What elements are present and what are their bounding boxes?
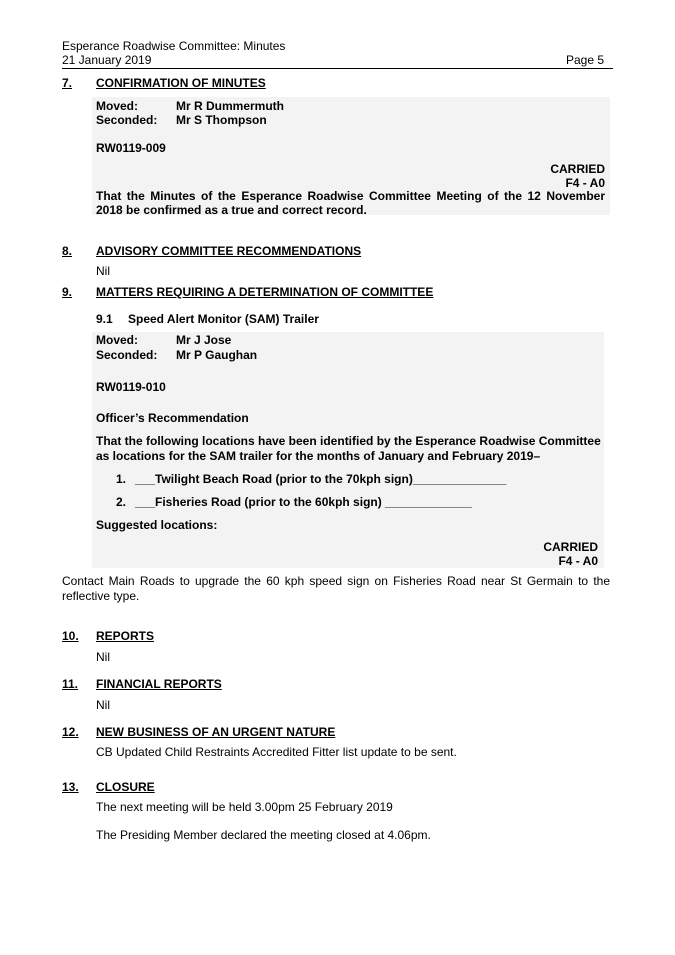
section-13-title: CLOSURE — [96, 780, 155, 794]
section-13-body-2: The Presiding Member declared the meeting closed at 4.06pm. — [96, 828, 431, 842]
suggested-locations: Suggested locations: — [96, 518, 218, 532]
moved-value-7: Mr R Dummermuth — [176, 99, 285, 113]
vote-count-7: F4 - A0 — [565, 176, 605, 190]
carried-label-7: CARRIED — [550, 162, 605, 176]
section-9-number: 9. — [62, 285, 73, 299]
header-rule — [62, 68, 613, 69]
recommendation-line-2: as locations for the SAM trailer for the months of January and February 2019– — [96, 449, 541, 463]
section-10-body: Nil — [96, 650, 110, 664]
section-13-number: 13. — [62, 780, 79, 794]
recommendation-line-1: That the following locations have been identified by the Esperance Roadwise Committee — [96, 434, 601, 448]
list-item-number-2: 2. — [116, 495, 127, 509]
section-7-number: 7. — [62, 76, 73, 90]
section-11-number: 11. — [62, 677, 79, 691]
carried-label-9: CARRIED — [543, 540, 598, 554]
seconded-label-9: Seconded: — [96, 348, 158, 362]
document-title: Esperance Roadwise Committee: Minutes — [62, 39, 286, 53]
section-11-title: FINANCIAL REPORTS — [96, 677, 222, 691]
section-13-body-1: The next meeting will be held 3.00pm 25 February 2019 — [96, 800, 393, 814]
seconded-value-7: Mr S Thompson — [176, 113, 267, 127]
moved-value-9: Mr J Jose — [176, 333, 232, 347]
vote-count-9: F4 - A0 — [558, 554, 598, 568]
section-10-number: 10. — [62, 629, 79, 643]
subsection-title: Speed Alert Monitor (SAM) Trailer — [128, 312, 319, 326]
moved-label-9: Moved: — [96, 333, 138, 347]
section-11-body: Nil — [96, 698, 110, 712]
meeting-date: 21 January 2019 — [62, 53, 152, 67]
section-8-title: ADVISORY COMMITTEE RECOMMENDATIONS — [96, 244, 362, 258]
section-7-title: CONFIRMATION OF MINUTES — [96, 76, 266, 90]
seconded-value-9: Mr P Gaughan — [176, 348, 258, 362]
list-item-number-1: 1. — [116, 472, 127, 486]
section-9-title: MATTERS REQUIRING A DETERMINATION OF COMMITTEE — [96, 285, 434, 299]
section-12-number: 12. — [62, 725, 79, 739]
page-number: Page 5 — [566, 53, 605, 67]
resolution-ref-9: RW0119-010 — [96, 380, 166, 394]
subsection-number: 9.1 — [96, 312, 113, 326]
resolution-ref-7: RW0119-009 — [96, 141, 166, 155]
resolution-text-7: That the Minutes of the Esperance Roadwise Committee Meeting of the 12 November 2018 be confirmed as a true and correct record. — [96, 189, 605, 217]
recommendation-heading: Officer’s Recommendation — [96, 411, 249, 425]
section-12-title: NEW BUSINESS OF AN URGENT NATURE — [96, 725, 336, 739]
section-10-title: REPORTS — [96, 629, 155, 643]
section-8-number: 8. — [62, 244, 73, 258]
list-item-2: ___Fisheries Road (prior to the 60kph sign) _____________ — [135, 495, 472, 509]
section-8-body: Nil — [96, 264, 110, 278]
section-12-body: CB Updated Child Restraints Accredited Fitter list update to be sent. — [96, 745, 457, 759]
seconded-label-7: Seconded: — [96, 113, 158, 127]
list-item-1: ___Twilight Beach Road (prior to the 70kph sign)______________ — [135, 472, 507, 486]
moved-label-7: Moved: — [96, 99, 138, 113]
section-9-note: Contact Main Roads to upgrade the 60 kph speed sign on Fisheries Road near St Germain to the reflective type. — [62, 574, 610, 603]
